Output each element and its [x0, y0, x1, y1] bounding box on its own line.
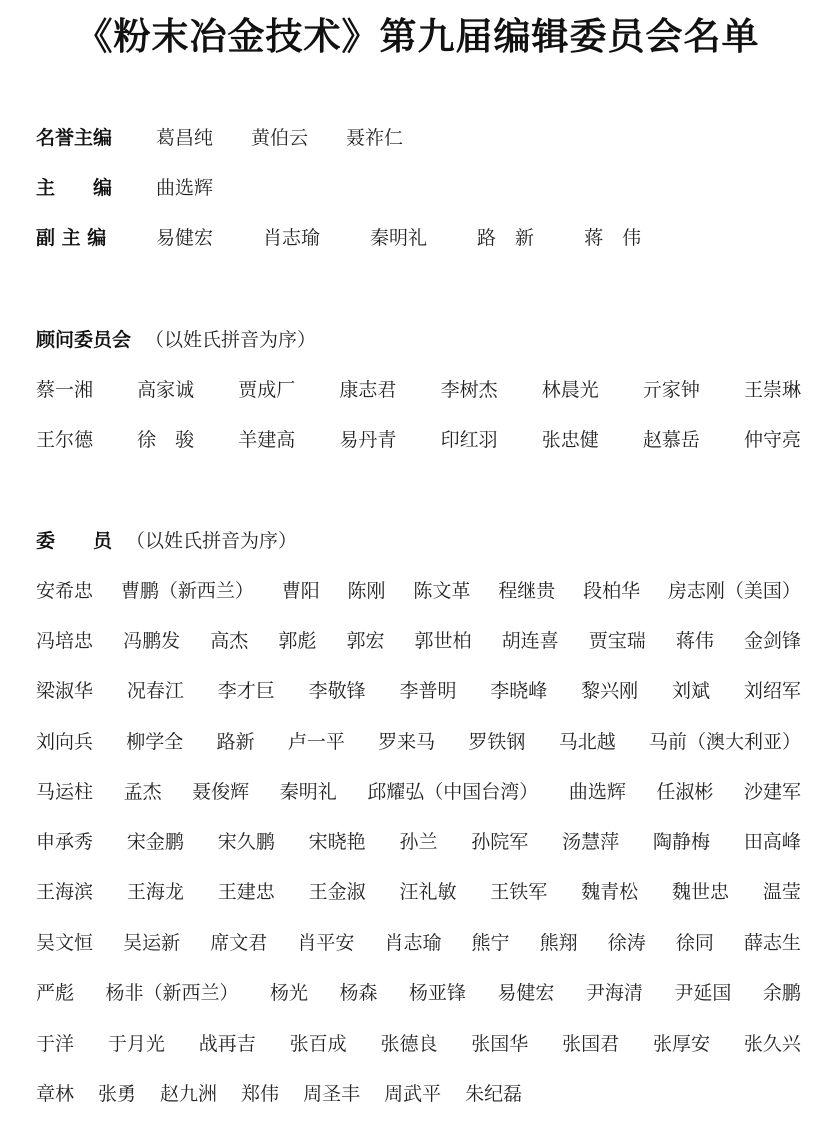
member-name: 宋金鹏: [126, 831, 184, 853]
member-name: 李敬锋: [308, 680, 366, 702]
member-name: 郭宏: [346, 630, 385, 652]
deputy-editor-name: 路 新: [477, 227, 535, 249]
member-name: 于月光: [107, 1033, 165, 1055]
members-row: [36, 1079, 801, 1109]
member-name: 马北越: [558, 731, 616, 753]
member-name: 李才巨: [217, 680, 275, 702]
deputy-editor-name: 秦明礼: [370, 227, 428, 249]
member-name: 冯培忠: [36, 630, 94, 652]
member-name: 熊翔: [539, 932, 578, 954]
member-name: 胡连喜: [501, 630, 559, 652]
member-name: 罗铁钢: [468, 731, 526, 753]
member-name: 马运柱: [36, 781, 94, 803]
member-name: 刘斌: [672, 680, 711, 702]
member-name: 贾宝瑞: [588, 630, 646, 652]
member-name: 王建忠: [217, 881, 275, 903]
member-name: 况春江: [126, 680, 184, 702]
member-name: 冯鹏发: [123, 630, 181, 652]
member-name: 周武平: [384, 1083, 442, 1105]
member-name: 王海滨: [36, 881, 94, 903]
member-name: 徐涛: [607, 932, 646, 954]
advisory-member-name: 赵慕岳: [642, 429, 700, 451]
member-name: 易健宏: [497, 982, 555, 1004]
member-name: 吴文恒: [36, 932, 94, 954]
member-name: 张国华: [471, 1033, 529, 1055]
member-name: 肖平安: [297, 932, 355, 954]
member-name: 孟杰: [123, 781, 162, 803]
member-name: 席文君: [210, 932, 268, 954]
advisory-member-name: 易丹青: [339, 429, 397, 451]
honorary-editor-name: 黄伯云: [251, 127, 309, 149]
editor-in-chief-name: 曲选辉: [156, 177, 214, 199]
members-row: [36, 727, 801, 757]
member-name: 陈刚: [347, 580, 386, 602]
member-name: 薛志生: [743, 932, 801, 954]
member-name: 路新: [216, 731, 255, 753]
member-name: 熊宁: [471, 932, 510, 954]
member-name: 曹阳: [281, 580, 320, 602]
member-name: 郑伟: [241, 1083, 280, 1105]
member-name: 余鹏: [762, 982, 801, 1004]
member-name: 孙院军: [471, 831, 529, 853]
member-name: 张百成: [289, 1033, 347, 1055]
member-name: 严彪: [36, 982, 75, 1004]
member-name: 李普明: [399, 680, 457, 702]
advisory-committee-row: [36, 425, 801, 455]
editor-in-chief-row: [36, 173, 213, 203]
advisory-member-name: 李树杰: [440, 379, 498, 401]
member-name: 申承秀: [36, 831, 94, 853]
members-row: [36, 978, 801, 1008]
advisory-member-name: 仲守亮: [743, 429, 801, 451]
member-name: 郭彪: [278, 630, 317, 652]
member-name: 王金淑: [308, 881, 366, 903]
members-row: [36, 626, 801, 656]
member-name: 吴运新: [123, 932, 181, 954]
member-name: 张久兴: [743, 1033, 801, 1055]
member-name: 蒋伟: [675, 630, 714, 652]
advisory-member-name: 高家诚: [137, 379, 195, 401]
page-title: 《粉末冶金技术》第九届编辑委员会名单: [75, 15, 760, 58]
members-note: （以姓氏拼音为序）: [126, 530, 298, 552]
member-name: 黎兴刚: [581, 680, 639, 702]
member-name: 高杰: [210, 630, 249, 652]
member-name: 柳学全: [126, 731, 184, 753]
honorary-editor-name: 聂祚仁: [346, 127, 404, 149]
member-name: 梁淑华: [36, 680, 94, 702]
members-row: [36, 827, 801, 857]
member-name: 曹鹏（新西兰）: [120, 580, 254, 602]
advisory-member-name: 亓家钟: [642, 379, 700, 401]
member-name: 徐同: [675, 932, 714, 954]
member-name: 刘向兵: [36, 731, 94, 753]
advisory-member-name: 徐 骏: [137, 429, 195, 451]
member-name: 尹海清: [585, 982, 643, 1004]
editor-in-chief-label: 主 编: [36, 177, 113, 199]
advisory-member-name: 林晨光: [541, 379, 599, 401]
advisory-member-name: 印红羽: [440, 429, 498, 451]
member-name: 战再吉: [198, 1033, 256, 1055]
members-heading: [36, 526, 297, 556]
advisory-member-name: 张忠健: [541, 429, 599, 451]
member-name: 张国君: [562, 1033, 620, 1055]
member-name: 聂俊辉: [192, 781, 250, 803]
member-name: 王铁军: [490, 881, 548, 903]
advisory-member-name: 羊建高: [238, 429, 296, 451]
deputy-editor-name: 肖志瑜: [263, 227, 321, 249]
member-name: 周圣丰: [303, 1083, 361, 1105]
member-name: 罗来马: [378, 731, 436, 753]
member-name: 李晓峰: [490, 680, 548, 702]
member-name: 段柏华: [583, 580, 641, 602]
honorary-editors-row: [36, 123, 437, 153]
member-name: 赵九洲: [160, 1083, 218, 1105]
member-name: 房志刚（美国）: [667, 580, 801, 602]
member-name: 刘绍军: [743, 680, 801, 702]
deputy-editor-name: 蒋 伟: [584, 227, 642, 249]
advisory-member-name: 康志君: [339, 379, 397, 401]
member-name: 陶静梅: [653, 831, 711, 853]
member-name: 尹延国: [674, 982, 732, 1004]
member-name: 郭世柏: [414, 630, 472, 652]
member-name: 杨非（新西兰）: [105, 982, 239, 1004]
members-row: [36, 576, 801, 606]
member-name: 秦明礼: [279, 781, 337, 803]
member-name: 安希忠: [36, 580, 94, 602]
member-name: 任淑彬: [656, 781, 714, 803]
advisory-member-name: 王崇琳: [743, 379, 801, 401]
member-name: 魏青松: [581, 881, 639, 903]
members-row: [36, 928, 801, 958]
advisory-committee-heading: [36, 325, 316, 355]
member-name: 朱纪磊: [465, 1083, 523, 1105]
member-name: 程继贵: [498, 580, 556, 602]
advisory-committee-row: [36, 375, 801, 405]
member-name: 张厚安: [653, 1033, 711, 1055]
member-name: 邱耀弘（中国台湾）: [367, 781, 539, 803]
members-row: [36, 676, 801, 706]
member-name: 张勇: [98, 1083, 137, 1105]
deputy-editors-row: [36, 223, 687, 253]
deputy-editor-name: 易健宏: [156, 227, 214, 249]
advisory-committee-label: 顾问委员会: [36, 329, 132, 351]
member-name: 于洋: [36, 1033, 75, 1055]
honorary-editor-name: 葛昌纯: [156, 127, 214, 149]
honorary-editors-label: 名誉主编: [36, 127, 113, 149]
members-row: [36, 877, 801, 907]
member-name: 章林: [36, 1083, 75, 1105]
members-row: [36, 1029, 801, 1059]
member-name: 王海龙: [126, 881, 184, 903]
member-name: 金剑锋: [743, 630, 801, 652]
member-name: 孙兰: [399, 831, 438, 853]
member-name: 汤慧萍: [562, 831, 620, 853]
member-name: 田高峰: [743, 831, 801, 853]
member-name: 陈文革: [413, 580, 471, 602]
member-name: 温莹: [762, 881, 801, 903]
member-name: 卢一平: [287, 731, 345, 753]
member-name: 汪礼敏: [399, 881, 457, 903]
member-name: 宋晓艳: [308, 831, 366, 853]
member-name: 宋久鹏: [217, 831, 275, 853]
deputy-editors-label: 副 主 编: [36, 227, 107, 249]
member-name: 杨森: [339, 982, 378, 1004]
member-name: 沙建军: [743, 781, 801, 803]
members-label: 委 员: [36, 530, 113, 552]
member-name: 杨光: [269, 982, 308, 1004]
advisory-member-name: 王尔德: [36, 429, 94, 451]
members-row: [36, 777, 801, 807]
member-name: 杨亚锋: [408, 982, 466, 1004]
advisory-member-name: 贾成厂: [238, 379, 296, 401]
member-name: 马前（澳大利亚）: [648, 731, 801, 753]
advisory-member-name: 蔡一湘: [36, 379, 94, 401]
member-name: 曲选辉: [568, 781, 626, 803]
member-name: 张德良: [380, 1033, 438, 1055]
member-name: 肖志瑜: [384, 932, 442, 954]
member-name: 魏世忠: [672, 881, 730, 903]
advisory-committee-note: （以姓氏拼音为序）: [145, 329, 317, 351]
